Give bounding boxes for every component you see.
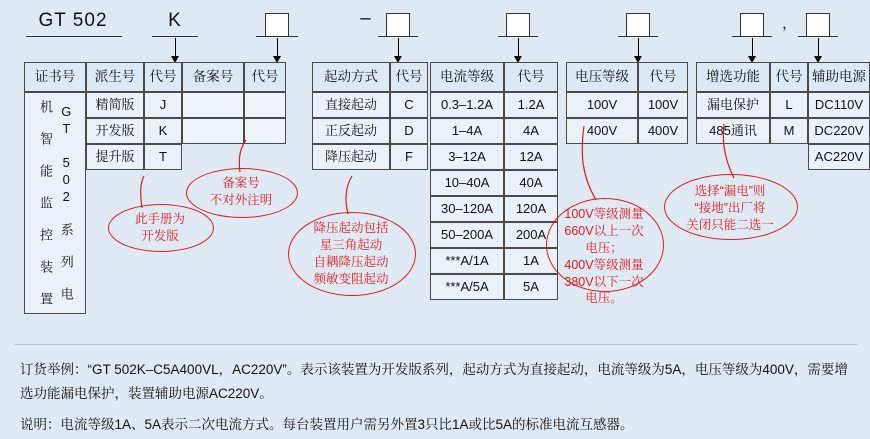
explanation-text: 说明：电流等级1A、5A表示二次电流方式。每台装置用户需另外置3只比1A或比5A的标准电流互感器。 (20, 417, 634, 433)
table-row: C (390, 92, 428, 118)
column-header: 备案号 (182, 62, 244, 92)
table-row: 400V (566, 118, 638, 144)
column-header: 代号 (244, 62, 286, 92)
table-row: F (390, 144, 428, 170)
table-row: 1A (504, 248, 558, 274)
callout-voltage (546, 206, 662, 307)
table-row: 120A (504, 196, 558, 222)
table-row: 正反起动 (312, 118, 390, 144)
table-row: K (144, 118, 182, 144)
callout-record (186, 175, 296, 209)
table-row: 开发版 (86, 118, 144, 144)
callout-leader-voltage (560, 124, 630, 204)
callout-line: 660V以上一次 (564, 223, 644, 238)
table-row: 12A (504, 144, 558, 170)
comma-separator: ， (782, 15, 799, 32)
table-row: 40A (504, 170, 558, 196)
callout-line: 备案号 (222, 176, 260, 190)
model-code-text: GT 502 (38, 10, 108, 31)
column-derivative-code (144, 62, 182, 170)
column-voltage-rating-code (638, 62, 688, 144)
column-header: 代号 (504, 62, 558, 92)
column-header: 派生号 (86, 62, 144, 92)
table-row: 提升版 (86, 144, 144, 170)
code-box-aux-underline (798, 36, 838, 37)
code-box-startmode-underline (378, 36, 418, 37)
callout-line: 400V等级测量 (564, 257, 644, 272)
table-row: 1–4A (430, 118, 504, 144)
column-certificate (24, 62, 86, 314)
column-record-code (244, 62, 286, 144)
column-header: 电压等级 (566, 62, 638, 92)
column-record-number (182, 62, 244, 144)
callout-line: 此手册为 (134, 212, 185, 226)
table-row: 降压起动 (312, 144, 390, 170)
table-row: T (144, 144, 182, 170)
table-row: 漏电保护 (696, 92, 770, 118)
footer-notes (20, 358, 852, 439)
code-box-extra (740, 13, 764, 37)
callout-line: 星三角起动 (319, 237, 383, 252)
table-row: 直接起动 (312, 92, 390, 118)
callout-line: 100V等级测量 (564, 207, 644, 221)
series-letter-underline (152, 36, 198, 37)
code-box-aux (806, 13, 830, 37)
column-header: 代号 (144, 62, 182, 92)
column-current-rating (430, 62, 504, 300)
callout-line: 开发版 (141, 228, 179, 243)
table-row: 400V (638, 118, 688, 144)
column-start-mode (312, 62, 390, 170)
callout-line: 降压起动包括 (313, 221, 389, 235)
column-extra-function-code (770, 62, 808, 144)
callout-line: 自耦降压起动 (313, 254, 389, 269)
certificate-vertical-text: GT 502 系 列 电 机 智 能 监 控 装 置 (38, 99, 74, 307)
callout-leader-leakage (690, 122, 760, 182)
table-row: 3–12A (430, 144, 504, 170)
callout-line: 选择“漏电”则 (694, 184, 766, 198)
code-box-startmode (386, 13, 410, 37)
table-row: 50–200A (430, 222, 504, 248)
code-box-voltage-underline (618, 36, 658, 37)
callout-line: 380V以下一次 (564, 274, 644, 289)
callout-leakage (664, 183, 796, 234)
table-row: 485通讯 (696, 118, 770, 144)
code-box-current-underline (498, 36, 538, 37)
footer-divider (14, 344, 858, 345)
callout-manual-version (108, 211, 212, 245)
table-row: L (770, 92, 808, 118)
column-header: 代号 (770, 62, 808, 92)
table-row: 200A (504, 222, 558, 248)
callout-line: “接地”出厂将 (694, 200, 766, 215)
model-code-row (0, 4, 870, 40)
callout-line: 关闭只能二选一 (686, 217, 774, 232)
table-row: DC220V (808, 118, 870, 144)
table-row: D (390, 118, 428, 144)
table-row: J (144, 92, 182, 118)
table-row (244, 92, 286, 118)
table-row: 100V (638, 92, 688, 118)
table-row: 10–40A (430, 170, 504, 196)
column-header: 增选功能 (696, 62, 770, 92)
column-derivative (86, 62, 144, 170)
table-row: 4A (504, 118, 558, 144)
table-row (182, 92, 244, 118)
column-aux-power (808, 62, 870, 170)
table-row: 5A (504, 274, 558, 300)
certificate-body (24, 92, 86, 314)
table-row: ***A/1A (430, 248, 504, 274)
column-header: 辅助电源 (808, 62, 870, 92)
column-header: 证书号 (24, 62, 86, 92)
table-row: DC110V (808, 92, 870, 118)
callout-line: 电压； (585, 240, 623, 255)
table-row: 精简版 (86, 92, 144, 118)
table-row: AC220V (808, 144, 870, 170)
table-row: 100V (566, 92, 638, 118)
column-header: 起动方式 (312, 62, 390, 92)
model-code-underline (26, 36, 122, 37)
code-box-current (506, 13, 530, 37)
table-row: 30–120A (430, 196, 504, 222)
table-row: 1.2A (504, 92, 558, 118)
callout-line: 不对外注明 (209, 192, 273, 207)
callout-line: 电压。 (585, 291, 623, 306)
code-box-voltage (626, 13, 650, 37)
callout-line: 频敏变阻起动 (313, 271, 389, 286)
column-start-mode-code (390, 62, 428, 170)
dash-separator: – (360, 8, 372, 29)
code-box-extra-underline (732, 36, 772, 37)
column-header: 代号 (390, 62, 428, 92)
order-example-text: 订货举例：“GT 502K–C5A400VL，AC220V”。表示该装置为开发版系列，起动方式为直接起动，电流等级为5A，电压等级为400V，需要增选功能漏电保护，装置辅助电源AC220V。 (20, 362, 848, 401)
table-row: ***A/5A (430, 274, 504, 300)
column-header: 代号 (638, 62, 688, 92)
table-row: M (770, 118, 808, 144)
code-box-record (265, 13, 289, 37)
series-letter: K (168, 10, 182, 31)
callout-stepdown (288, 220, 414, 288)
code-box-record-underline (256, 36, 298, 37)
column-header: 电流等级 (430, 62, 504, 92)
table-row: 0.3–1.2A (430, 92, 504, 118)
